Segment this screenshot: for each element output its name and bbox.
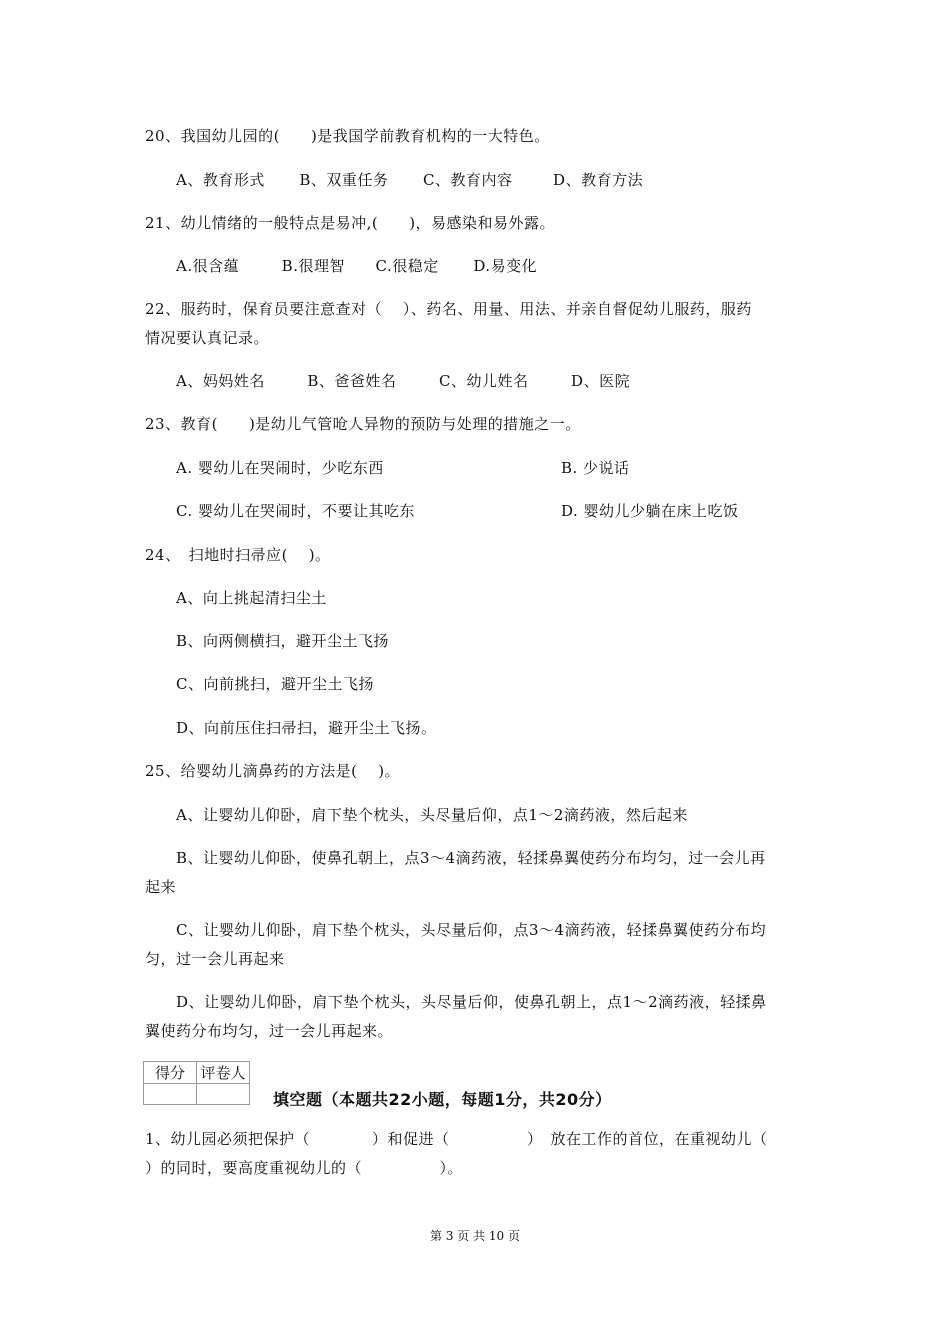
q23-option-b: B. 少说话 xyxy=(561,459,630,477)
question-20-stem: 20、我国幼儿园的( )是我国学前教育机构的一大特色。 xyxy=(145,127,550,145)
q22-option-d: D、医院 xyxy=(571,372,631,390)
q20-option-b: B、双重任务 xyxy=(299,171,389,189)
q24-option-c: C、向前挑扫，避开尘土飞扬 xyxy=(176,675,374,693)
q25-option-b-line1: B、让婴幼儿仰卧，使鼻孔朝上，点3～4滴药液，轻揉鼻翼使药分布均匀，过一会儿再 xyxy=(176,849,766,867)
question-21-stem: 21、幼儿情绪的一般特点是易冲,( )，易感染和易外露。 xyxy=(145,214,556,232)
grader-label: 评卷人 xyxy=(197,1062,250,1084)
q21-option-a: A.很含蕴 xyxy=(176,257,240,275)
score-cell xyxy=(144,1084,197,1105)
q23-option-d: D. 婴幼儿少躺在床上吃饭 xyxy=(561,502,739,520)
q24-option-b: B、向两侧横扫，避开尘土飞扬 xyxy=(176,632,390,650)
question-24-stem: 24、 扫地时扫帚应( )。 xyxy=(145,546,331,564)
question-22-options xyxy=(176,371,630,391)
q23-option-a: A. 婴幼儿在哭闹时，少吃东西 xyxy=(176,459,384,477)
q25-option-a: A、让婴幼儿仰卧，肩下垫个枕头，头尽量后仰，点1～2滴药液，然后起来 xyxy=(176,806,688,824)
question-25-stem: 25、给婴幼儿滴鼻药的方法是( )。 xyxy=(145,762,401,780)
fill-question-1-line2: ）的同时，要高度重视幼儿的（ ）。 xyxy=(145,1159,464,1177)
q21-option-d: D.易变化 xyxy=(473,257,538,275)
question-22-stem-line2: 情况要认真记录。 xyxy=(145,329,270,347)
q24-option-d: D、向前压住扫帚扫，避开尘土飞扬。 xyxy=(176,719,437,737)
q24-option-a: A、向上挑起清扫尘土 xyxy=(176,589,327,607)
question-21-options xyxy=(176,256,537,276)
q25-option-d-line1: D、让婴幼儿仰卧，肩下垫个枕头，头尽量后仰，使鼻孔朝上，点1～2滴药液，轻揉鼻 xyxy=(176,993,767,1011)
score-box xyxy=(143,1061,250,1105)
section-title: 填空题（本题共22小题，每题1分，共20分） xyxy=(273,1090,612,1109)
grader-cell xyxy=(197,1084,250,1105)
page-footer: 第 3 页 共 10 页 xyxy=(430,1229,520,1243)
q25-option-b-line2: 起来 xyxy=(145,878,177,896)
q22-option-c: C、幼儿姓名 xyxy=(439,372,529,390)
question-23-stem: 23、教育( )是幼儿气管呛人异物的预防与处理的措施之一。 xyxy=(145,415,581,433)
q23-option-c: C. 婴幼儿在哭闹时，不要让其吃东 xyxy=(176,502,415,520)
q21-option-b: B.很理智 xyxy=(281,257,345,275)
q25-option-c-line2: 匀，过一会儿再起来 xyxy=(145,950,285,968)
fill-question-1-line1: 1、幼儿园必须把保护（ ）和促进（ ） 放在工作的首位，在重视幼儿（ xyxy=(145,1130,768,1148)
q21-option-c: C.很稳定 xyxy=(375,257,439,275)
question-22-stem-line1: 22、服药时，保育员要注意查对（ ）、药名、用量、用法、并亲自督促幼儿服药，服药 xyxy=(145,300,752,318)
q22-option-a: A、妈妈姓名 xyxy=(176,372,265,390)
q20-option-d: D、教育方法 xyxy=(553,171,644,189)
q25-option-d-line2: 翼使药分布均匀，过一会儿再起来。 xyxy=(145,1022,394,1040)
score-label: 得分 xyxy=(144,1062,197,1084)
q25-option-c-line1: C、让婴幼儿仰卧，肩下垫个枕头，头尽量后仰，点3～4滴药液，轻揉鼻翼使药分布均 xyxy=(176,921,767,939)
q20-option-c: C、教育内容 xyxy=(423,171,513,189)
question-20-options xyxy=(176,170,643,190)
q20-option-a: A、教育形式 xyxy=(176,171,265,189)
q22-option-b: B、爸爸姓名 xyxy=(307,372,397,390)
